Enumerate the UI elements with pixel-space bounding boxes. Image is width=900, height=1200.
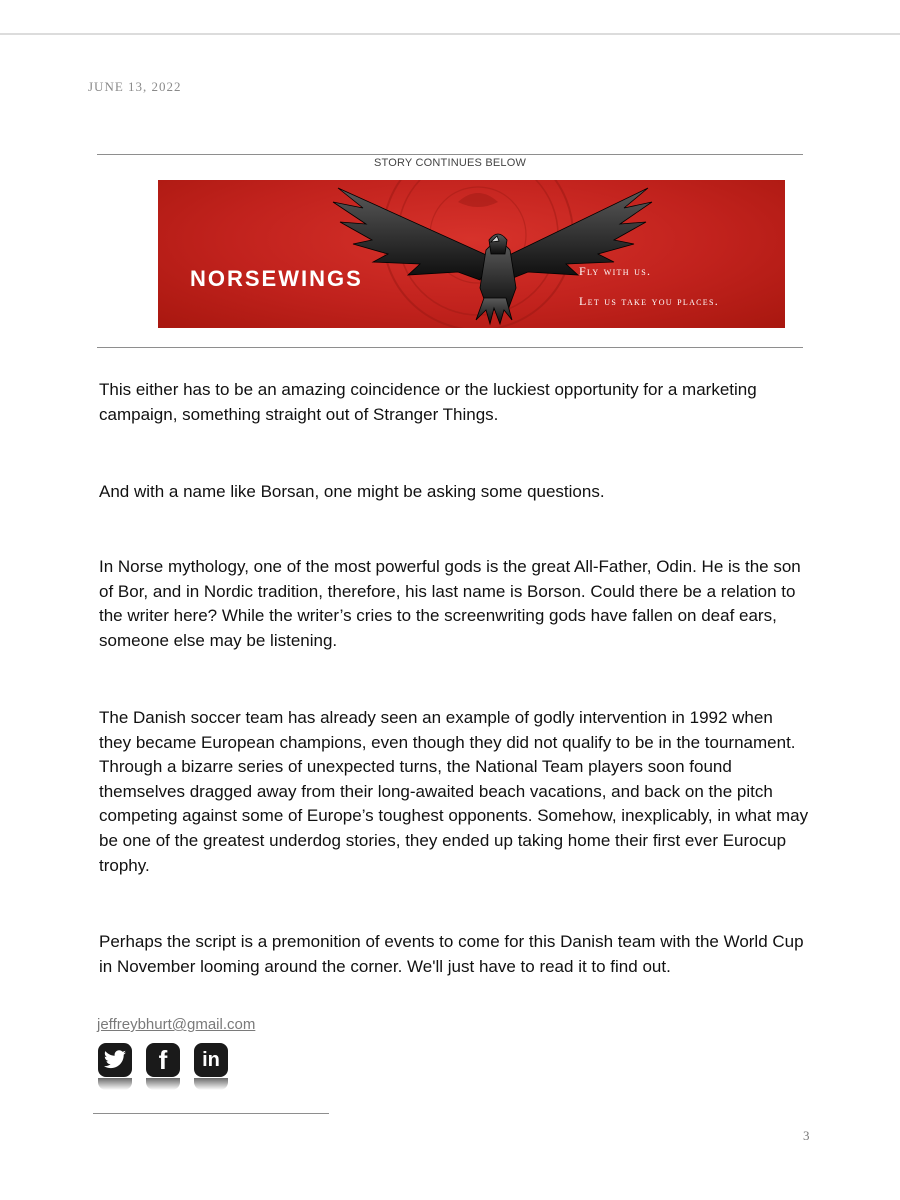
icon-reflection (194, 1078, 228, 1090)
twitter-icon (103, 1050, 127, 1070)
top-divider (0, 33, 900, 35)
icon-reflection (98, 1078, 132, 1090)
facebook-button[interactable] (146, 1043, 180, 1091)
ad-top-divider (97, 154, 803, 155)
ad-tagline-1: Fly with us. (579, 264, 652, 278)
article-paragraph: In Norse mythology, one of the most powerful gods is the great All-Father, Odin. He is the son of Bor, and in Nordic tradition, therefore, his last name is Borson. Could there be a relation to the writer here? While the writer’s cries to the screenwriting gods have fallen on deaf ears, someone else may be listening. (99, 557, 801, 650)
icon-reflection (146, 1078, 180, 1090)
footer-divider (93, 1113, 329, 1114)
facebook-icon: f (158, 1045, 168, 1075)
advertisement-banner[interactable] (158, 180, 785, 328)
article-paragraph: This either has to be an amazing coincidence or the luckiest opportunity for a marketing campaign, something straight out of Stranger Things. (99, 380, 757, 424)
ad-tagline-2: Let us take you places. (579, 294, 720, 308)
page-number: 3 (803, 1128, 810, 1143)
ad-caption: STORY CONTINUES BELOW (373, 157, 527, 169)
linkedin-icon: in (202, 1049, 220, 1071)
article-paragraph: The Danish soccer team has already seen an example of godly intervention in 1992 when they became European champions, even though they did not qualify to be in the tournament. Through a bizarre series of unexpected turns, the National Team players soon found themselves dragged away from their long-awaited beach vacations, and back on the pitch competing against some of Europe’s toughest opponents. Somehow, inexplicably, in what may be one of the greatest underdog stories, they ended up taking home their first ever Eurocup trophy. (99, 708, 809, 875)
ad-bottom-divider (97, 347, 803, 348)
linkedin-button[interactable] (194, 1043, 228, 1091)
twitter-button[interactable] (98, 1043, 132, 1091)
article-date: JUNE 13, 2022 (88, 79, 182, 94)
article-paragraph: Perhaps the script is a premonition of events to come for this Danish team with the World Cup in November looming around the corner. We'll just have to read it to find out. (99, 932, 804, 976)
article-paragraph: And with a name like Borsan, one might be asking some questions. (99, 482, 605, 501)
author-email-link[interactable]: jeffreybhurt@gmail.com (97, 1016, 256, 1033)
ad-brand-name: NORSEWINGS (190, 266, 363, 291)
